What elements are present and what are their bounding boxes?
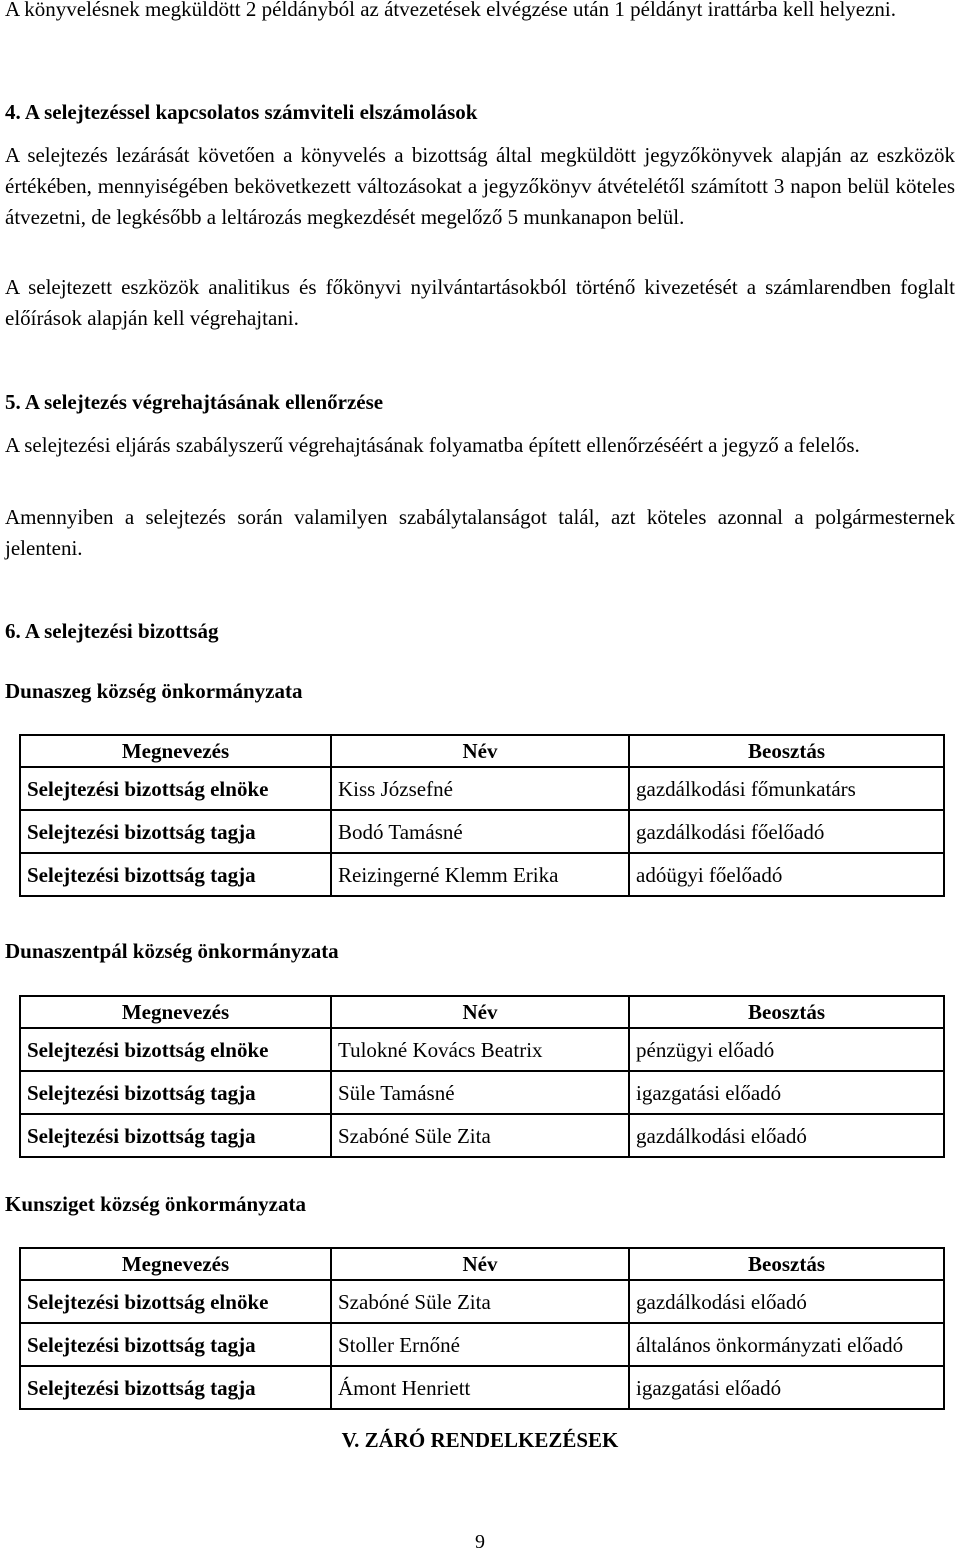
position-cell: gazdálkodási előadó	[629, 1280, 944, 1323]
name-cell: Süle Tamásné	[331, 1071, 629, 1114]
table-row	[20, 1071, 944, 1114]
section-5-title: 5. A selejtezés végrehajtásának ellenőrzése	[5, 390, 384, 414]
header-megnevezes: Megnevezés	[20, 1248, 331, 1280]
role-cell: Selejtezési bizottság tagja	[20, 1114, 331, 1157]
intro-paragraph: A könyvelésnek megküldött 2 példányból az átvezetések elvégzése után 1 példányt irattárba kell helyezni.	[5, 0, 897, 21]
position-cell: gazdálkodási főelőadó	[629, 810, 944, 853]
closing-provisions-title: V. ZÁRÓ RENDELKEZÉSEK	[341, 1428, 619, 1452]
header-nev: Név	[331, 1248, 629, 1280]
table-row	[20, 1028, 944, 1071]
role-cell: Selejtezési bizottság tagja	[20, 1071, 331, 1114]
role-cell: Selejtezési bizottság elnöke	[20, 1028, 331, 1071]
committee-table-dunaszentpal	[19, 995, 945, 1158]
position-cell: igazgatási előadó	[629, 1071, 944, 1114]
header-beosztas: Beosztás	[629, 1248, 944, 1280]
committee-table-kunsziget	[19, 1247, 945, 1410]
section-4-paragraph-1: A selejtezés lezárását követően a könyvelés a bizottság által megküldött jegyzőkönyvek alapján az eszközök értékében, mennyiségében bekövetkezett változásokat a jegyzőkönyv átvételétől számított 3 napon belül köteles átvezetni, de legkésőbb a leltározás megkezdését megelőző 5 munkanapon belül.	[5, 143, 955, 229]
table-row	[20, 1366, 944, 1409]
table-row	[20, 1280, 944, 1323]
role-cell: Selejtezési bizottság tagja	[20, 853, 331, 896]
name-cell: Bodó Tamásné	[331, 810, 629, 853]
name-cell: Tulokné Kovács Beatrix	[331, 1028, 629, 1071]
role-cell: Selejtezési bizottság elnöke	[20, 767, 331, 810]
table-header-row	[20, 996, 944, 1028]
position-cell: gazdálkodási főmunkatárs	[629, 767, 944, 810]
table-header-row	[20, 1248, 944, 1280]
position-cell: pénzügyi előadó	[629, 1028, 944, 1071]
table-row	[20, 767, 944, 810]
section-5-paragraph-1: A selejtezési eljárás szabályszerű végrehajtásának folyamatba épített ellenőrzéséért a jegyző a felelős.	[5, 433, 860, 457]
page-number: 9	[475, 1531, 485, 1553]
position-cell: általános önkormányzati előadó	[629, 1323, 944, 1366]
name-cell: Szabóné Süle Zita	[331, 1280, 629, 1323]
name-cell: Reizingerné Klemm Erika	[331, 853, 629, 896]
table-row	[20, 1323, 944, 1366]
name-cell: Ámont Henriett	[331, 1366, 629, 1409]
table-header-row	[20, 735, 944, 767]
name-cell: Szabóné Süle Zita	[331, 1114, 629, 1157]
section-6-title: 6. A selejtezési bizottság	[5, 619, 219, 643]
committee-title-kunsziget: Kunsziget község önkormányzata	[5, 1192, 306, 1216]
table-row	[20, 853, 944, 896]
name-cell: Stoller Ernőné	[331, 1323, 629, 1366]
committee-title-dunaszentpal: Dunaszentpál község önkormányzata	[5, 939, 339, 963]
header-nev: Név	[331, 996, 629, 1028]
role-cell: Selejtezési bizottság tagja	[20, 1366, 331, 1409]
header-beosztas: Beosztás	[629, 996, 944, 1028]
committee-title-dunaszeg: Dunaszeg község önkormányzata	[5, 679, 303, 703]
committee-table-dunaszeg	[19, 734, 945, 897]
header-beosztas: Beosztás	[629, 735, 944, 767]
section-5-paragraph-2: Amennyiben a selejtezés során valamilyen szabálytalanságot talál, azt köteles azonnal a polgármesternek jelenteni.	[5, 505, 955, 560]
header-megnevezes: Megnevezés	[20, 996, 331, 1028]
header-nev: Név	[331, 735, 629, 767]
role-cell: Selejtezési bizottság elnöke	[20, 1280, 331, 1323]
table-row	[20, 1114, 944, 1157]
name-cell: Kiss Józsefné	[331, 767, 629, 810]
header-megnevezes: Megnevezés	[20, 735, 331, 767]
role-cell: Selejtezési bizottság tagja	[20, 1323, 331, 1366]
position-cell: adóügyi főelőadó	[629, 853, 944, 896]
role-cell: Selejtezési bizottság tagja	[20, 810, 331, 853]
table-row	[20, 810, 944, 853]
position-cell: gazdálkodási előadó	[629, 1114, 944, 1157]
section-4-title: 4. A selejtezéssel kapcsolatos számviteli elszámolások	[5, 100, 478, 124]
section-4-paragraph-2: A selejtezett eszközök analitikus és főkönyvi nyilvántartásokból történő kivezetését a számlarendben foglalt előírások alapján kell végrehajtani.	[5, 275, 955, 330]
position-cell: igazgatási előadó	[629, 1366, 944, 1409]
